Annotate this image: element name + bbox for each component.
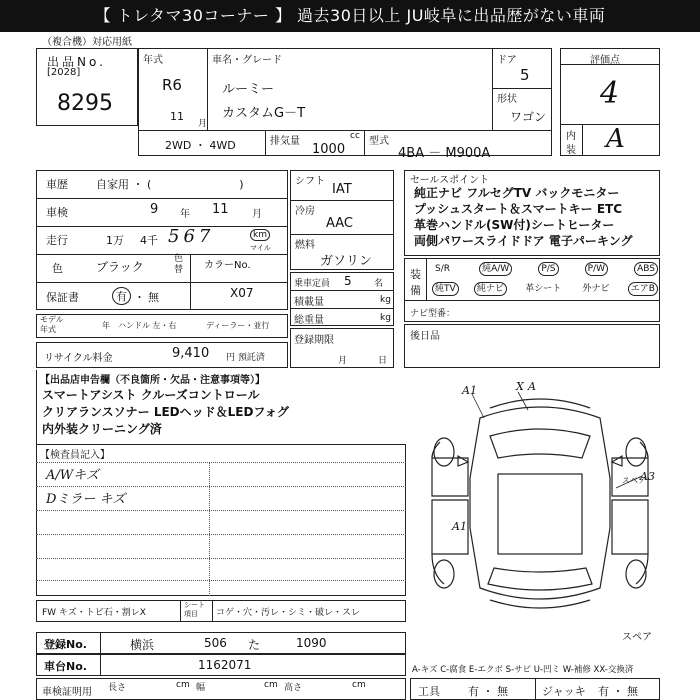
- ac-value: AAC: [326, 216, 353, 231]
- spare-label-right: スペア: [622, 476, 646, 485]
- inspection-month-unit: 月: [252, 209, 262, 220]
- equip-power-window: P/W: [585, 262, 608, 276]
- damage-legend: A-キズ C-腐食 E-エクボ S-サビ U-凹ミ W-補修 XX-交換済: [412, 665, 634, 675]
- mileage-sen: 4千: [140, 234, 158, 247]
- front-windshield: [490, 429, 590, 458]
- plate-number: 1090: [296, 636, 327, 650]
- cert-height-unit: cm: [352, 680, 366, 690]
- form-note: （複合機）対応用紙: [42, 37, 132, 48]
- equip-airbag: エアB: [628, 282, 658, 296]
- color-swap-label: 色替: [174, 254, 184, 275]
- warranty-label: 保証書: [46, 291, 79, 304]
- color-code: X07: [230, 286, 254, 300]
- warranty-yes: 有: [112, 287, 131, 305]
- diagram-mark-1: A1: [462, 384, 477, 397]
- shift-label: シフト: [295, 176, 325, 187]
- cert-label: 車検証明用: [42, 687, 92, 698]
- year-month-unit: 月: [198, 119, 208, 129]
- mileage-unit: km: [250, 229, 270, 241]
- year-month: 11: [170, 110, 184, 123]
- fuel-value: ガソリン: [320, 254, 373, 269]
- notes-label: 【出品店申告欄（不良箇所・欠品・注意事項等）】: [40, 375, 265, 386]
- weight-unit: kg: [380, 313, 391, 323]
- fw-legend: FW キズ・トビ石・割レX: [42, 608, 146, 618]
- history-value: 自家用 ・ ( ): [96, 178, 244, 191]
- mileage-man: 1万: [106, 234, 124, 247]
- doors-value: 5: [520, 66, 530, 84]
- ac-label: 冷房: [295, 206, 315, 217]
- model-year-unit: 年: [102, 321, 110, 330]
- lot-label: 出品No.: [47, 55, 106, 69]
- right-rear-fender: [636, 554, 648, 584]
- shape-label: 形状: [497, 94, 517, 105]
- plate-label: 登録No.: [44, 638, 87, 651]
- sales-points-label: セールスポイント: [410, 175, 490, 186]
- inspection-year-unit: 年: [180, 209, 190, 220]
- equip-tv: 純TV: [432, 282, 459, 296]
- year-label: 年式: [143, 55, 163, 66]
- equipment-label-1: 装: [410, 268, 421, 281]
- model-year-label-2: 年式: [40, 325, 56, 334]
- capacity-unit: 名: [374, 279, 384, 289]
- mileage-unit-alt: マイル: [250, 244, 271, 252]
- cert-width-unit: cm: [264, 680, 278, 690]
- inspection-label: 車検: [46, 206, 68, 219]
- sales-point-2: プッシュスタート＆スマートキー ETC: [414, 202, 623, 216]
- cert-length-unit: cm: [176, 680, 190, 690]
- year-era: R6: [162, 76, 182, 94]
- interior-value: A: [606, 124, 625, 154]
- diagram-mark-2: X: [516, 380, 524, 393]
- mileage-label: 走行: [46, 234, 68, 247]
- lot-code: [2028]: [47, 67, 81, 78]
- inspector-label: 【検査員記入】: [40, 450, 110, 461]
- after-market-frame: [404, 324, 660, 368]
- sales-point-3: 革巻ハンドル(SW付)シートヒーター: [414, 218, 615, 232]
- shift-value: IAT: [332, 182, 352, 197]
- equipment-row-1: [432, 262, 658, 276]
- page-banner: 【 トレタマ30コーナー 】 過去30日以上 JU岐阜に出品歴がない車両: [0, 0, 700, 32]
- right-rear-door: [612, 500, 648, 554]
- color-value: ブラック: [96, 260, 144, 274]
- seat-legend: コゲ・穴・汚レ・シミ・破レ・スレ: [216, 608, 361, 618]
- model-type-value: 4BA － M900A: [398, 146, 491, 161]
- equip-abs: ABS: [634, 262, 658, 276]
- diagram-mark-3: A: [528, 380, 536, 393]
- lot-box: [36, 48, 138, 126]
- jack-value: 有 ・ 無: [598, 685, 638, 698]
- recycle-value: 9,410: [172, 346, 210, 361]
- equip-sr: S/R: [435, 264, 450, 274]
- left-rear-fender: [432, 554, 444, 584]
- sales-point-1: 純正ナビ フルセグTV バックモニター: [414, 186, 620, 200]
- rear-window: [488, 568, 592, 590]
- lot-number: 8295: [57, 91, 113, 116]
- equip-navi: 純ナビ: [474, 282, 507, 296]
- right-front-wheel: [626, 438, 646, 466]
- shape-value: ワゴン: [510, 110, 547, 124]
- cert-height: 高さ: [284, 683, 303, 693]
- model-type-label: 型式: [369, 136, 389, 147]
- registration-month-unit: 月: [338, 356, 348, 366]
- displacement-unit: cc: [350, 131, 360, 141]
- registration-day-unit: 日: [378, 356, 388, 366]
- notes-line-1: スマートアシスト クルーズコントロール: [42, 388, 260, 402]
- notes-line-3: 内外装クリーニング済: [42, 422, 162, 436]
- weight-label: 総重量: [294, 315, 324, 326]
- cert-length: 長さ: [108, 683, 127, 693]
- capacity-label: 乗車定員: [294, 279, 331, 289]
- interior-label-1: 内: [566, 131, 576, 142]
- plate-region: 横浜: [130, 638, 155, 652]
- equipment-row-2: [432, 282, 658, 296]
- mileage-handwritten: 567: [168, 226, 215, 247]
- inspection-year: 9: [150, 202, 159, 217]
- spare-label-bottom: スペア: [622, 632, 652, 643]
- recycle-unit: 円 預託済: [226, 353, 265, 363]
- history-label: 車歴: [46, 178, 68, 191]
- displacement-value: 1000: [312, 142, 346, 157]
- recycle-label: リサイクル料金: [44, 353, 113, 364]
- model-year-handle: ハンドル 左・右: [118, 321, 177, 330]
- left-front-wheel: [434, 438, 454, 466]
- inspector-note-2: Dミラー キズ: [46, 492, 126, 507]
- equip-leather-seat: 革シート: [525, 284, 562, 294]
- car-label: 車名・グレード: [212, 55, 282, 66]
- capacity-value: 5: [344, 274, 352, 288]
- tools-value: 有 ・ 無: [468, 685, 508, 698]
- chassis-label: 車台No.: [44, 660, 87, 673]
- car-name: ルーミー: [222, 82, 275, 97]
- navi-model-label: ナビ型番：: [410, 309, 456, 319]
- drive-type: 2WD ・ 4WD: [165, 139, 236, 152]
- interior-label-2: 装: [566, 145, 576, 156]
- car-grade: カスタムG－T: [222, 106, 306, 121]
- seat-label: シート項目: [184, 601, 205, 618]
- car-damage-diagram: [410, 378, 670, 618]
- model-year-label-1: モデル: [40, 315, 64, 324]
- diagram-mark-5: A1: [452, 520, 467, 533]
- plate-class: 506: [204, 636, 227, 650]
- equipment-label-2: 備: [410, 284, 421, 297]
- notes-line-2: クリアランスソナー LEDヘッド＆LEDフォグ: [42, 405, 289, 419]
- score-label: 評価点: [590, 55, 620, 66]
- equip-aftermarket-navi: 外ナビ: [582, 284, 610, 294]
- warranty-no: 無: [148, 291, 159, 304]
- load-unit: kg: [380, 295, 391, 305]
- model-year-dealer: ディーラー・並行: [206, 321, 270, 330]
- color-code-label: カラーNo.: [204, 260, 251, 271]
- equip-alloy-wheel: 純A/W: [479, 262, 512, 276]
- rear-bumper: [490, 600, 590, 608]
- fuel-label: 燃料: [295, 240, 315, 251]
- score-value: 4: [600, 76, 620, 111]
- registration-label: 登録期限: [294, 335, 334, 346]
- jack-label: ジャッキ: [542, 685, 586, 698]
- equip-power-steering: P/S: [538, 262, 558, 276]
- plate-kana: た: [248, 638, 261, 652]
- roof-panel: [498, 474, 582, 554]
- inspection-month: 11: [212, 202, 229, 217]
- tools-label: 工具: [418, 685, 440, 698]
- displacement-label: 排気量: [270, 136, 300, 147]
- chassis-value: 1162071: [198, 658, 252, 672]
- color-label: 色: [52, 262, 63, 275]
- load-label: 積載量: [294, 297, 324, 308]
- diagram-mark-4: A3: [640, 470, 655, 483]
- after-market-label: 後日品: [410, 331, 440, 342]
- doors-label: ドア: [497, 55, 517, 66]
- sales-point-4: 両側パワースライドドア 電子パーキング: [414, 234, 633, 248]
- cert-width: 幅: [196, 683, 206, 693]
- inspector-note-1: A/Wキズ: [46, 468, 99, 483]
